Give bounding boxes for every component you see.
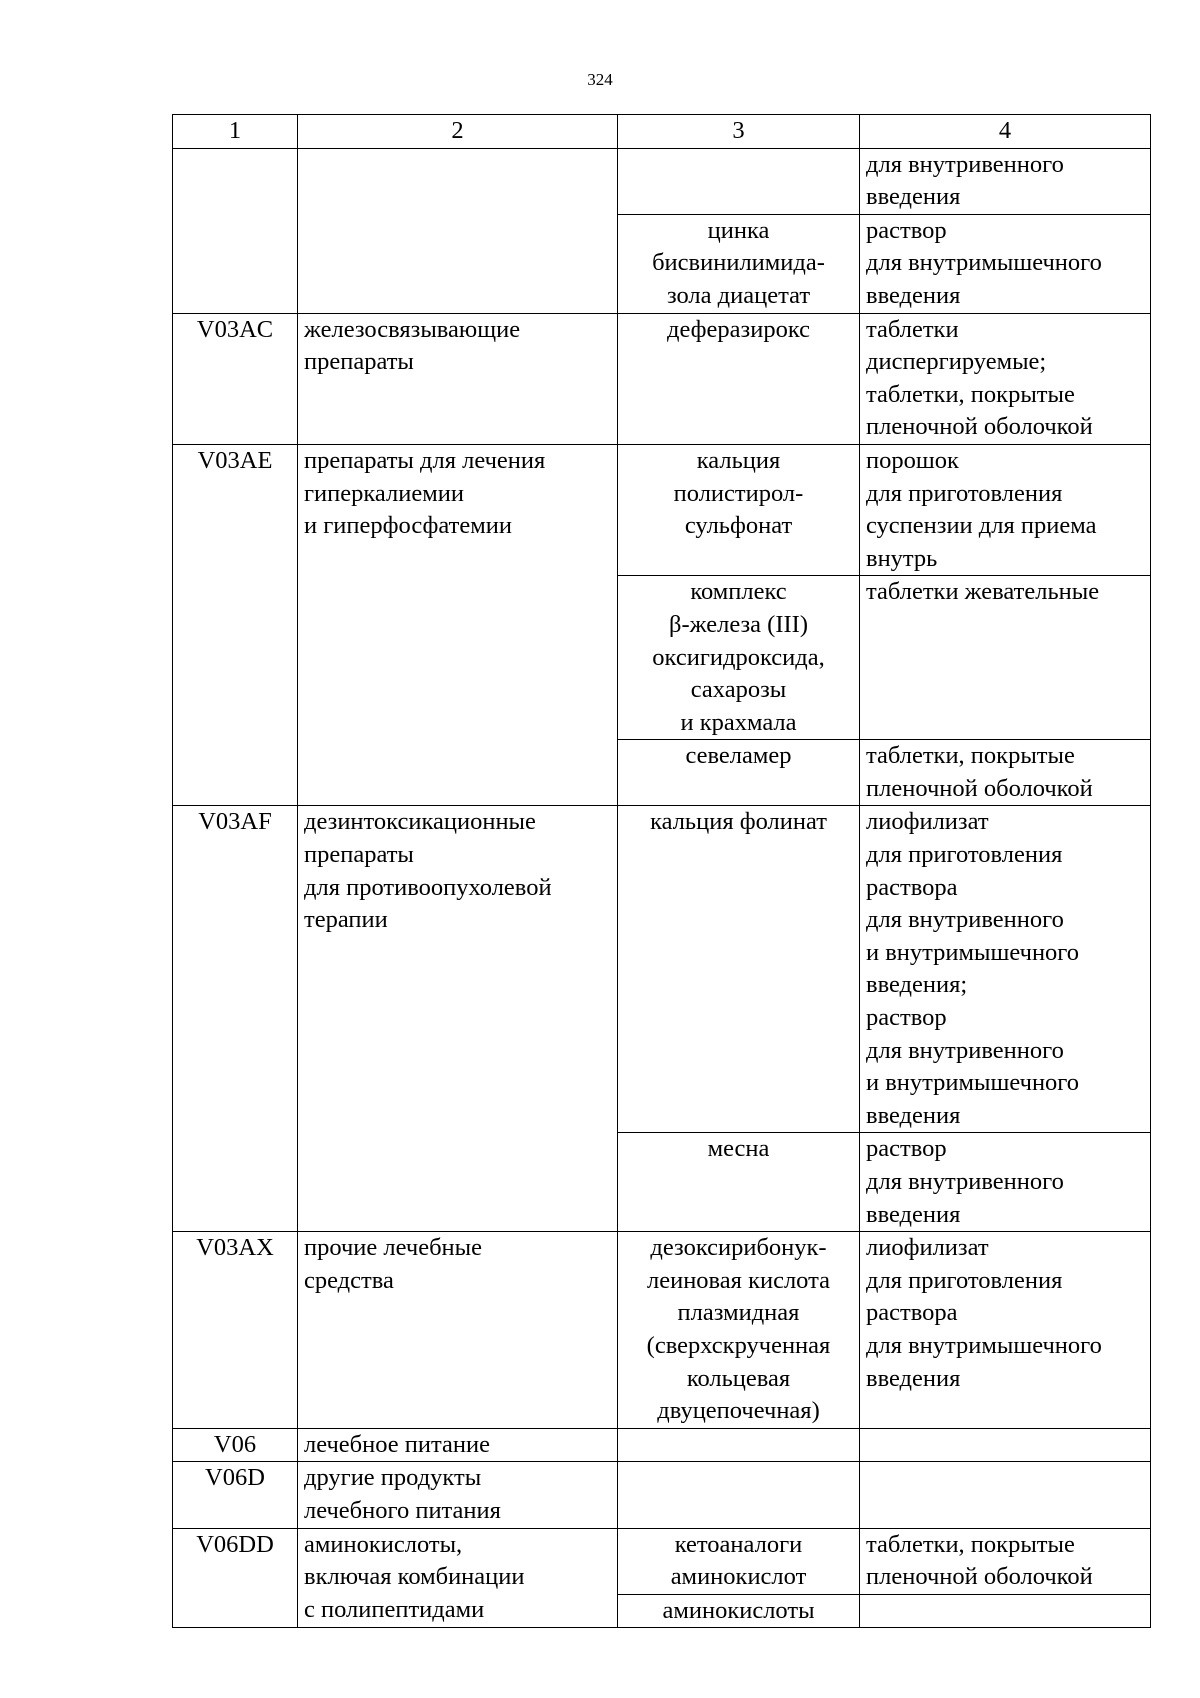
anatomical-group-cell [298, 148, 618, 313]
drug-name-cell: цинка бисвинилимида- зола диацетат [618, 214, 860, 313]
atc-code-cell: V03AE [173, 444, 298, 806]
drug-name-cell: кальция полистирол- сульфонат [618, 444, 860, 575]
table-header-row [173, 115, 1151, 149]
drug-name-cell: деферазирокс [618, 313, 860, 444]
table-row [173, 148, 1151, 214]
drug-name-cell [618, 1462, 860, 1528]
column-header-3: 3 [618, 115, 860, 149]
table-row [173, 1462, 1151, 1528]
drug-name-cell: дезоксирибонук- леиновая кислота плазмидная (сверхскрученная кольцевая двуцепочечная) [618, 1232, 860, 1429]
dosage-form-cell [860, 1428, 1151, 1462]
table-row [173, 806, 1151, 1133]
table-row [173, 444, 1151, 575]
drug-name-cell: севеламер [618, 740, 860, 806]
anatomical-group-cell: прочие лечебные средства [298, 1232, 618, 1429]
page-number: 324 [587, 70, 613, 89]
dosage-form-cell: порошок для приготовления суспензии для приема внутрь [860, 444, 1151, 575]
dosage-form-cell [860, 1462, 1151, 1528]
drug-name-cell: месна [618, 1133, 860, 1232]
dosage-form-cell: таблетки жевательные [860, 576, 1151, 740]
anatomical-group-cell: лечебное питание [298, 1428, 618, 1462]
table-row [173, 1232, 1151, 1429]
drug-name-cell: кетоаналоги аминокислот [618, 1528, 860, 1594]
dosage-form-cell: лиофилизат для приготовления раствора для внутривенного и внутримышечного введения; раствор для внутривенного и внутримышечного введения [860, 806, 1151, 1133]
column-header-1: 1 [173, 115, 298, 149]
dosage-form-cell: таблетки, покрытые пленочной оболочкой [860, 740, 1151, 806]
dosage-form-cell: раствор для внутривенного введения [860, 1133, 1151, 1232]
atc-code-cell: V03AC [173, 313, 298, 444]
dosage-form-cell: таблетки диспергируемые; таблетки, покрытые пленочной оболочкой [860, 313, 1151, 444]
table-row [173, 313, 1151, 444]
drug-name-cell: комплекс β-железа (III) оксигидроксида, сахарозы и крахмала [618, 576, 860, 740]
dosage-form-cell: для внутривенного введения [860, 148, 1151, 214]
atc-code-cell: V06DD [173, 1528, 298, 1628]
anatomical-group-cell: дезинтоксикационные препараты для противоопухолевой терапии [298, 806, 618, 1232]
drug-name-cell [618, 1428, 860, 1462]
column-header-4: 4 [860, 115, 1151, 149]
table-row [173, 1528, 1151, 1594]
dosage-form-cell: лиофилизат для приготовления раствора для внутримышечного введения [860, 1232, 1151, 1429]
atc-code-cell: V06 [173, 1428, 298, 1462]
table-row [173, 1428, 1151, 1462]
atc-code-cell: V06D [173, 1462, 298, 1528]
drug-name-cell: кальция фолинат [618, 806, 860, 1133]
atc-code-cell [173, 148, 298, 313]
atc-code-cell: V03AF [173, 806, 298, 1232]
drug-name-cell: аминокислоты [618, 1594, 860, 1628]
dosage-form-cell: таблетки, покрытые пленочной оболочкой [860, 1528, 1151, 1594]
dosage-form-cell: раствор для внутримышечного введения [860, 214, 1151, 313]
anatomical-group-cell: аминокислоты, включая комбинации с полипептидами [298, 1528, 618, 1628]
anatomical-group-cell: железосвязывающие препараты [298, 313, 618, 444]
anatomical-group-cell: препараты для лечения гиперкалиемии и гиперфосфатемии [298, 444, 618, 806]
atc-code-cell: V03AX [173, 1232, 298, 1429]
dosage-form-cell [860, 1594, 1151, 1628]
drug-name-cell [618, 148, 860, 214]
anatomical-group-cell: другие продукты лечебного питания [298, 1462, 618, 1528]
column-header-2: 2 [298, 115, 618, 149]
drug-classification-table [172, 114, 1151, 1628]
